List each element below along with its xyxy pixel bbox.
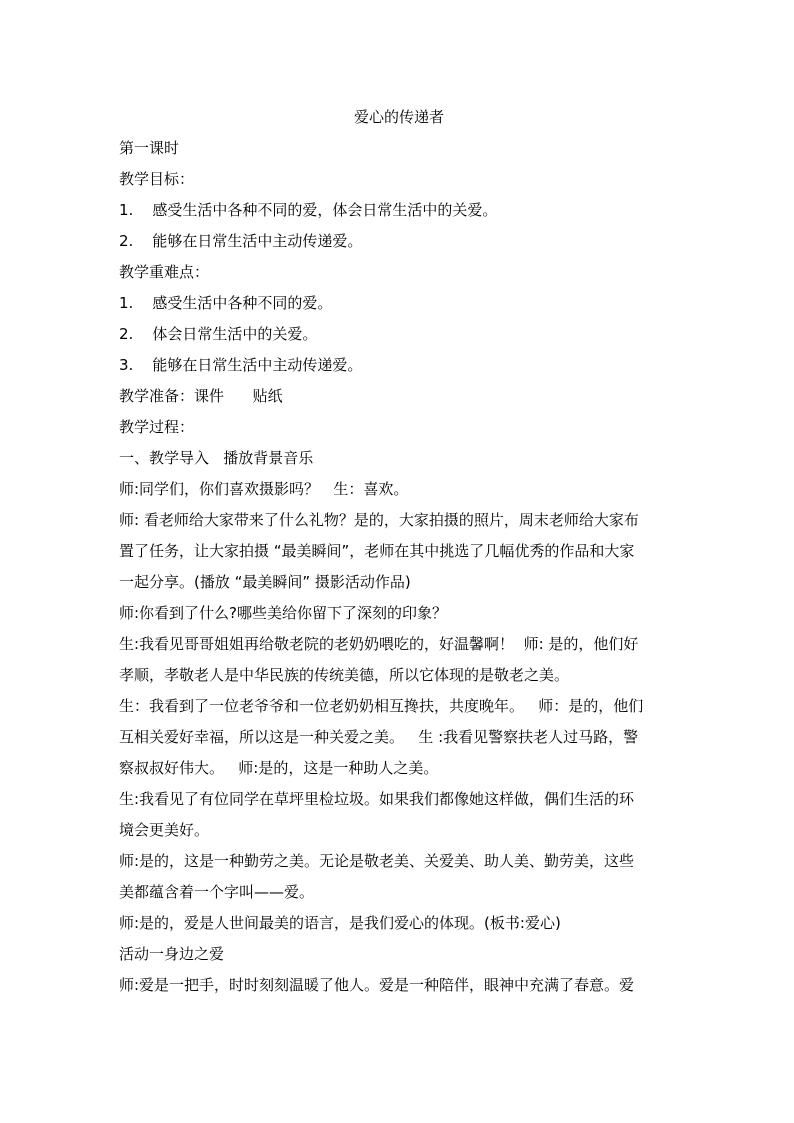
text-line: 教学目标： [119,170,195,188]
document-title: 爱心的传递者 [353,108,444,126]
text-line: 察叔叔好伟大。 师:是的，这是一种助人之美。 [119,759,439,777]
text-line: 境会更美好。 [119,821,210,839]
text-line: 教学准备：课件 贴纸 [119,387,283,405]
text-line: 师:你看到了什么?哪些美给你留下了深刻的印象？ [119,604,448,622]
text-line: 教学过程： [119,418,195,436]
text-line: 生:我看见哥哥姐姐再给敬老院的老奶奶喂吃的，好温馨啊！ 师: 是的，他们好 [119,635,639,653]
text-line: 置了任务，让大家拍摄 “最美瞬间”，老师在其中挑选了几幅优秀的作品和大家 [119,542,635,560]
section-heading: 一、教学导入 播放背景音乐 [119,449,314,467]
list-item: 2. 能够在日常生活中主动传递爱。 [119,232,363,250]
list-item: 1. 感受生活中各种不同的爱。 [119,294,333,312]
text-line: 教学重难点： [119,263,210,281]
text-line: 师:爱是一把手，时时刻刻温暖了他人。爱是一种陪伴，眼神中充满了春意。爱 [119,976,635,994]
text-line: 孝顺，孝敬老人是中华民族的传统美德，所以它体现的是敬老之美。 [119,666,570,684]
text-line: 互相关爱好幸福，所以这是一种关爱之美。 生 :我看见警察扶老人过马路，警 [119,728,639,746]
text-line: 师:同学们，你们喜欢摄影吗？ 生：喜欢。 [119,480,409,498]
list-item: 3. 能够在日常生活中主动传递爱。 [119,356,363,374]
text-line: 师:是的，爱是人世间最美的语言，是我们爱心的体现。(板书:爱心) [119,914,561,932]
list-item: 1. 感受生活中各种不同的爱，体会日常生活中的关爱。 [119,201,498,219]
document-body [119,102,679,1001]
section-heading: 活动一身边之爱 [119,945,225,963]
text-line: 生：我看到了一位老爷爷和一位老奶奶相互搀扶，共度晚年。 师：是的，他们 [119,697,644,715]
text-line: 师: 看老师给大家带来了什么礼物？是的，大家拍摄的照片，周末老师给大家布 [119,511,639,529]
text-line: 师:是的，这是一种勤劳之美。无论是敬老美、关爱美、助人美、勤劳美，这些 [119,852,635,870]
text-line: 生:我看见了有位同学在草坪里检垃圾。如果我们都像她这样做，偶们生活的环 [119,790,635,808]
document-lines [119,133,679,1001]
text-line: 一起分享。(播放 “最美瞬间” 摄影活动作品) [119,573,411,591]
text-line: 第一课时 [119,139,180,157]
text-line: 美都蕴含着一个字叫——爱。 [119,883,315,901]
list-item: 2. 体会日常生活中的关爱。 [119,325,318,343]
